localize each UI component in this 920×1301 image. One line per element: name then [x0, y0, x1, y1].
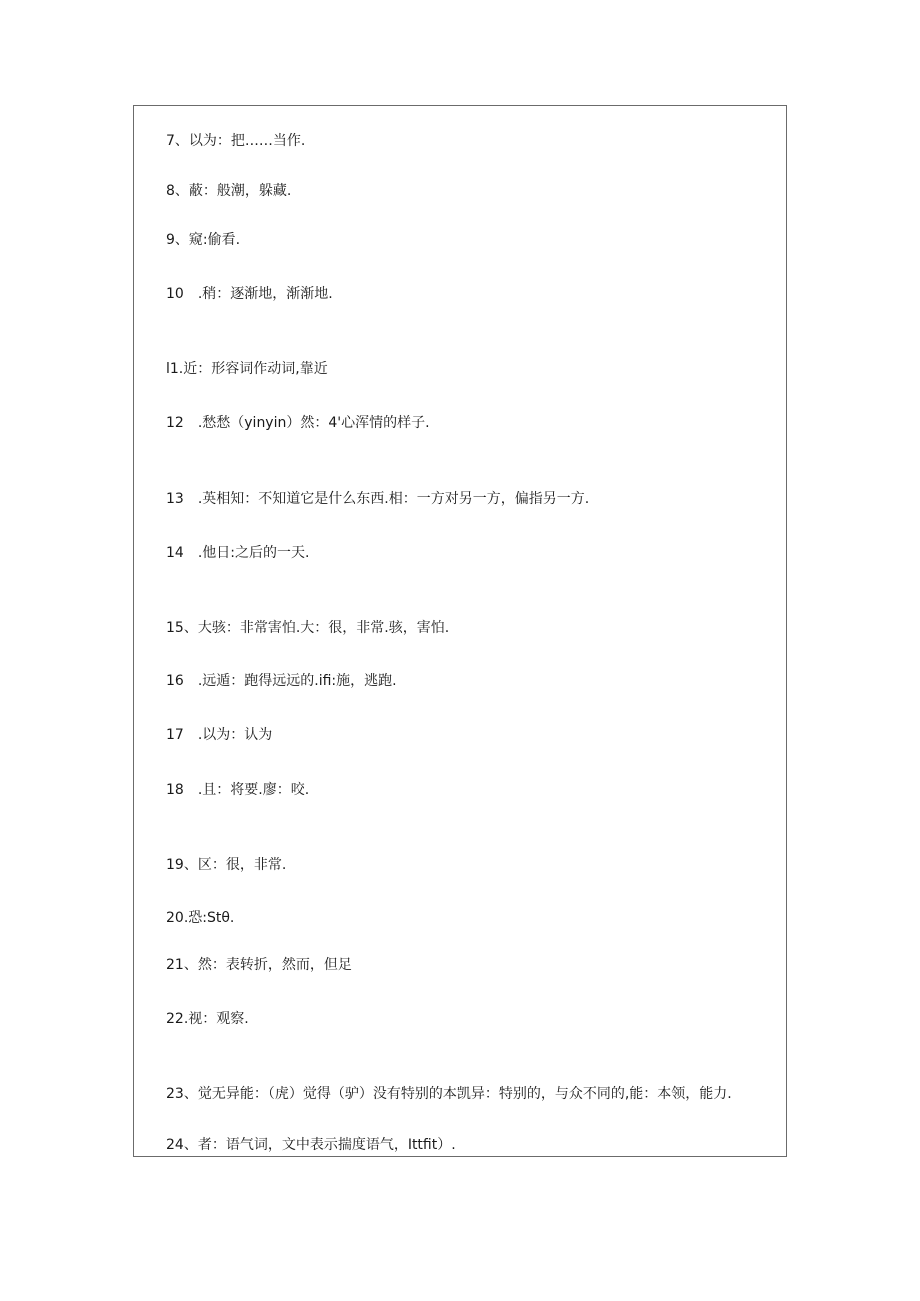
annotation-item-9: 9、窥:偷看. — [166, 232, 241, 248]
annotation-item-24: 24、者：语气词，文中表示揣度语气，Ittfit）. — [166, 1137, 456, 1153]
annotation-item-23: 23、觉无异能：（虎）觉得（驴）没有特别的本凯异：特别的，与众不同的,能：本领，能力. — [166, 1086, 732, 1102]
annotation-item-7: 7、以为：把……当作. — [166, 133, 306, 149]
annotation-item-10: 10 .稍：逐渐地，渐渐地. — [166, 286, 333, 302]
annotation-item-17: 17 .以为：认为 — [166, 727, 273, 743]
annotation-item-13: 13 .英相知：不知道它是什么东西.相：一方对另一方，偏指另一方. — [166, 491, 590, 507]
annotation-item-12: 12 .愁愁（yinyin）然：4'心浑情的样子. — [166, 415, 430, 431]
annotation-item-19: 19、区：很，非常. — [166, 857, 287, 873]
annotation-item-21: 21、然：表转折，然而，但足 — [166, 957, 352, 973]
annotation-item-15: 15、大骇：非常害怕.大：很，非常.骇，害怕. — [166, 620, 450, 636]
annotation-item-16: 16 .远遁：跑得远远的.ifi:施，逃跑. — [166, 673, 397, 689]
annotation-item-8: 8、蔽：般潮，躲藏. — [166, 183, 292, 199]
annotation-item-20: 20.恐:Stθ. — [166, 910, 235, 926]
annotation-item-18: 18 .且：将要.廖：咬. — [166, 782, 310, 798]
annotation-item-14: 14 .他日:之后的一天. — [166, 545, 310, 561]
annotation-item-11: l1.近：形容词作动词,靠近 — [166, 361, 328, 377]
annotation-item-22: 22.视：观察. — [166, 1011, 249, 1027]
